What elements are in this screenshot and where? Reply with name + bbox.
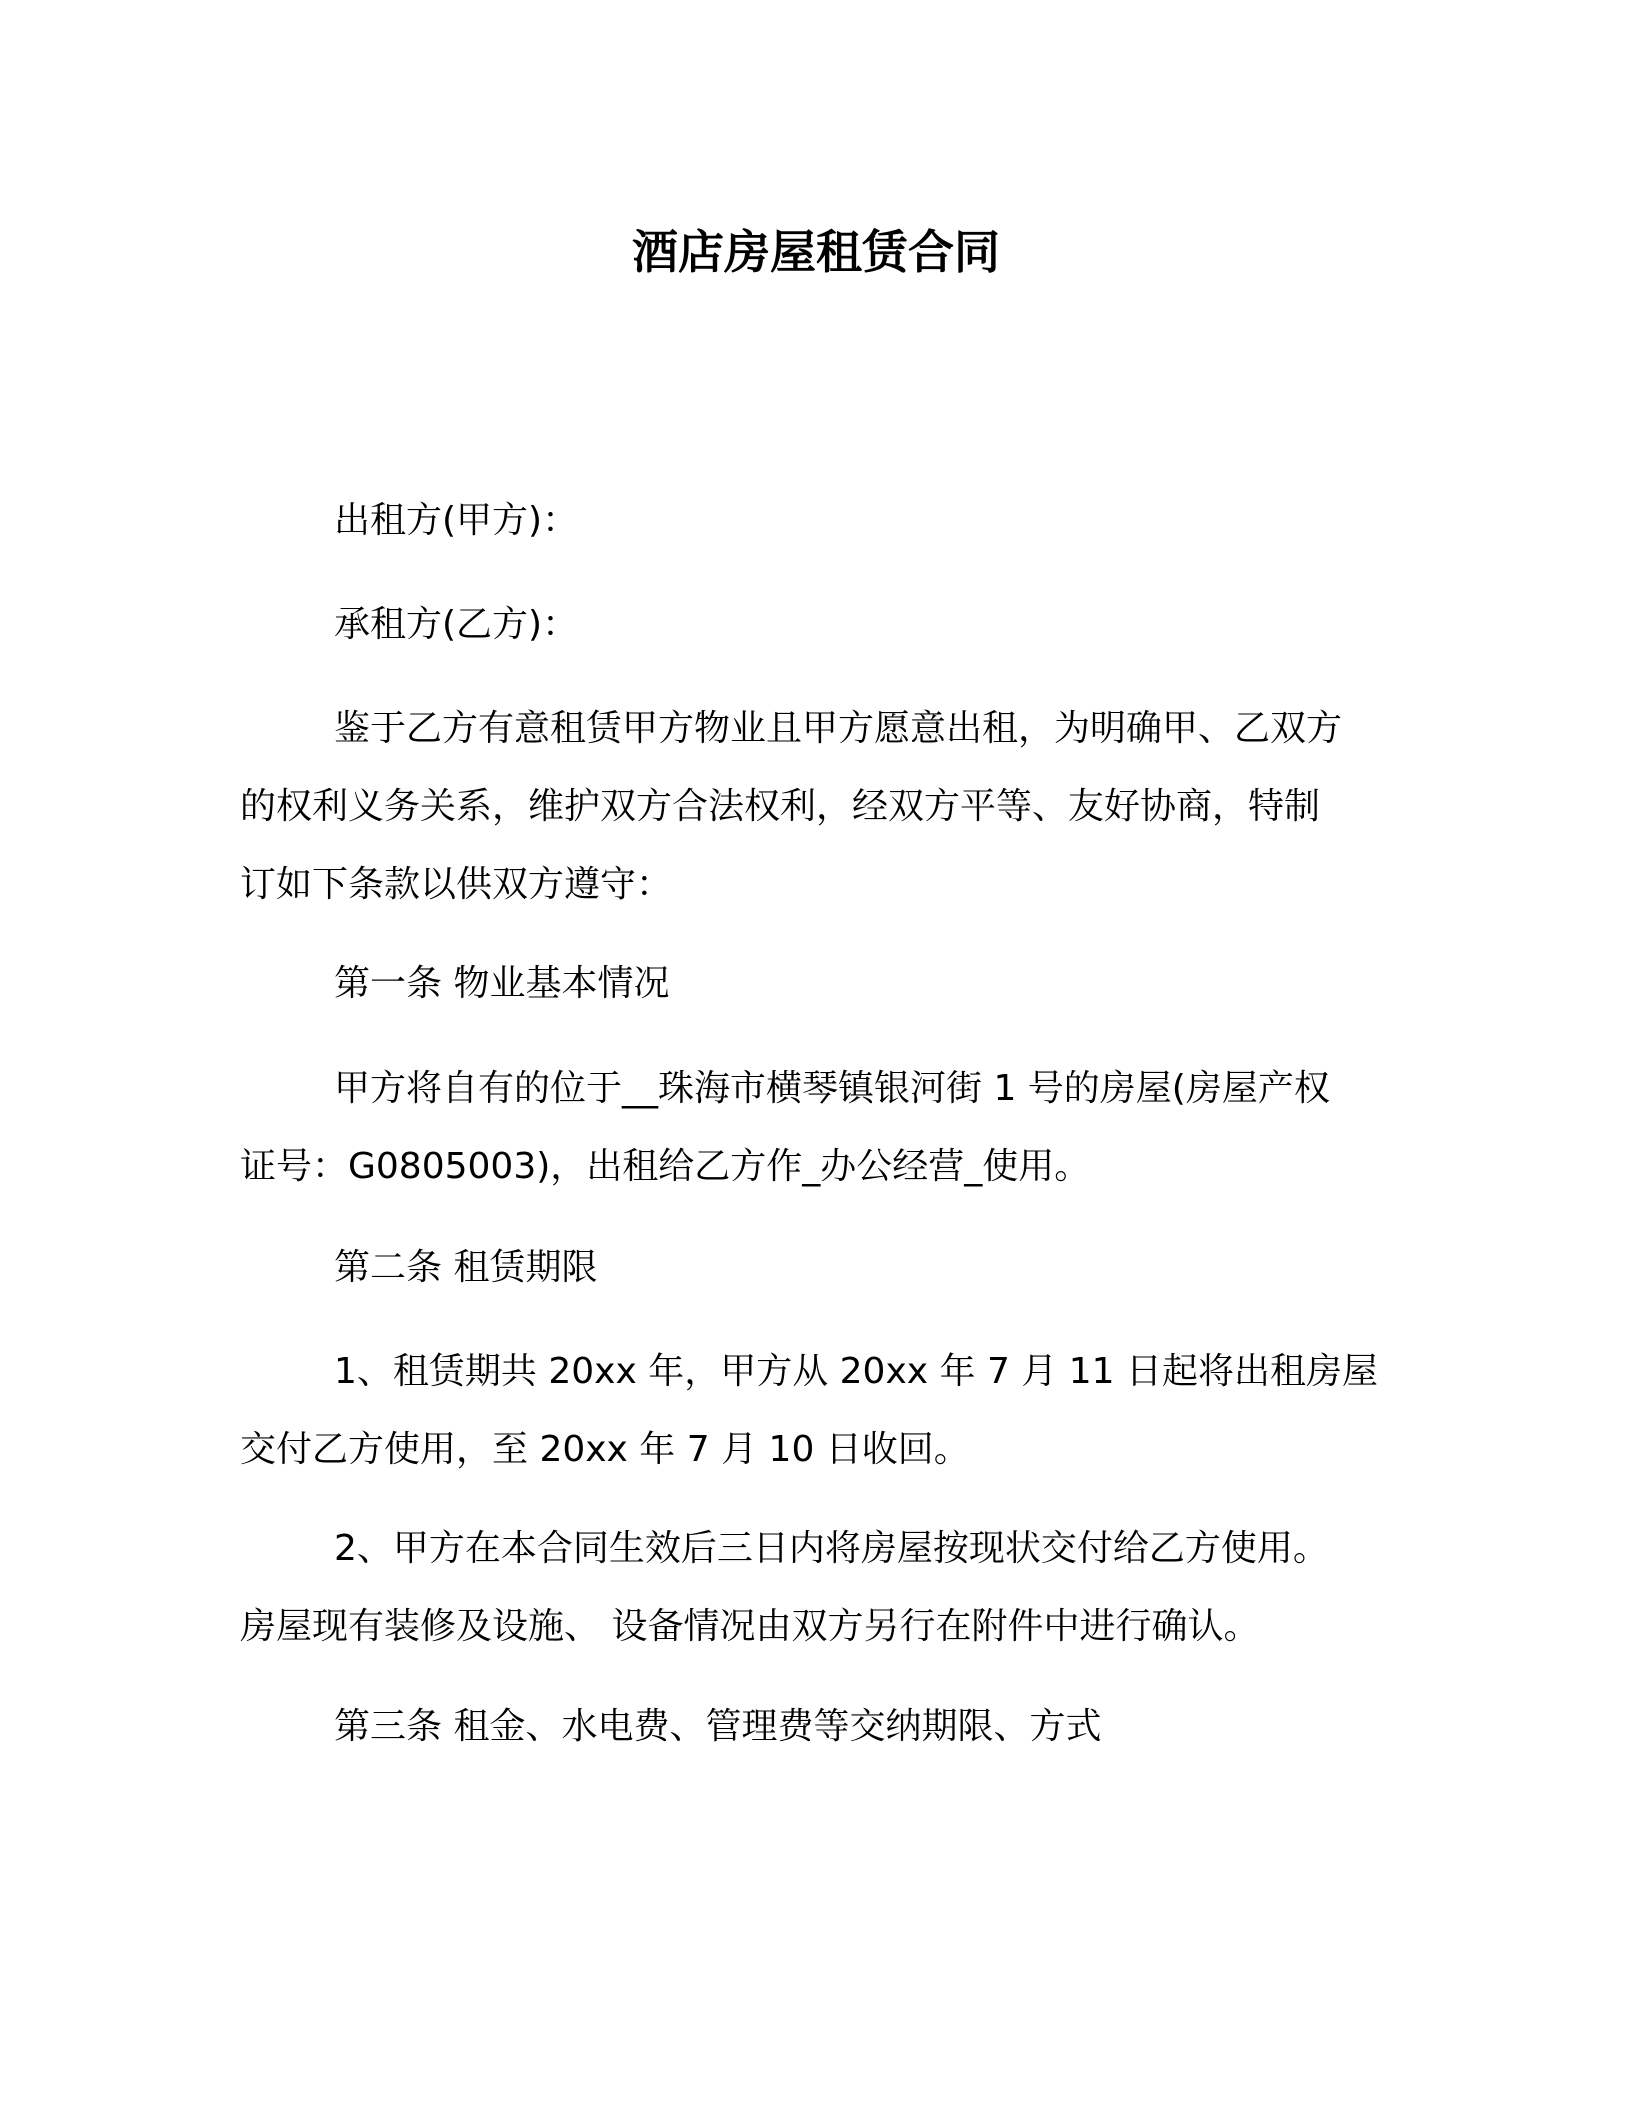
preamble-line: 订如下条款以供双方遵守： [240,864,673,905]
clause2-line: 2、甲方在本合同生效后三日内将房屋按现状交付给乙方使用。 [334,1528,1329,1569]
article1-line: 甲方将自有的位于__珠海市横琴镇银河街 1 号的房屋(房屋产权 [334,1068,1330,1109]
article1-heading: 第一条 物业基本情况 [334,963,670,1004]
preamble-line: 的权利义务关系，维护双方合法权利，经双方平等、友好协商，特制 [240,786,1321,827]
article3-heading-block [240,1688,1370,1766]
lessor-line [240,482,1370,560]
article2-heading: 第二条 租赁期限 [334,1247,598,1288]
preamble-paragraph [240,690,1370,924]
clause1-line: 1、租赁期共 20xx 年，甲方从 20xx 年 7 月 11 日起将出租房屋 [334,1351,1379,1392]
article1-line: 证号：G0805003)，出租给乙方作_办公经营_使用。 [240,1146,1091,1187]
article2-heading-block [240,1229,1370,1307]
lessee-label: 承租方(乙方)： [334,604,579,645]
article2-clause1 [240,1333,1379,1489]
clause1-line: 交付乙方使用，至 20xx 年 7 月 10 日收回。 [240,1429,970,1470]
article2-clause2 [240,1510,1370,1666]
document-title: 酒店房屋租赁合同 [632,225,1000,279]
article1-heading-block [240,945,1370,1023]
preamble-line: 鉴于乙方有意租赁甲方物业且甲方愿意出租，为明确甲、乙双方 [334,708,1343,749]
lessee-line [240,586,1370,664]
article1-paragraph [240,1050,1370,1206]
lessor-label: 出租方(甲方)： [334,500,579,541]
article3-heading: 第三条 租金、水电费、管理费等交纳期限、方式 [334,1706,1102,1747]
clause2-line: 房屋现有装修及设施、 设备情况由双方另行在附件中进行确认。 [240,1606,1260,1647]
